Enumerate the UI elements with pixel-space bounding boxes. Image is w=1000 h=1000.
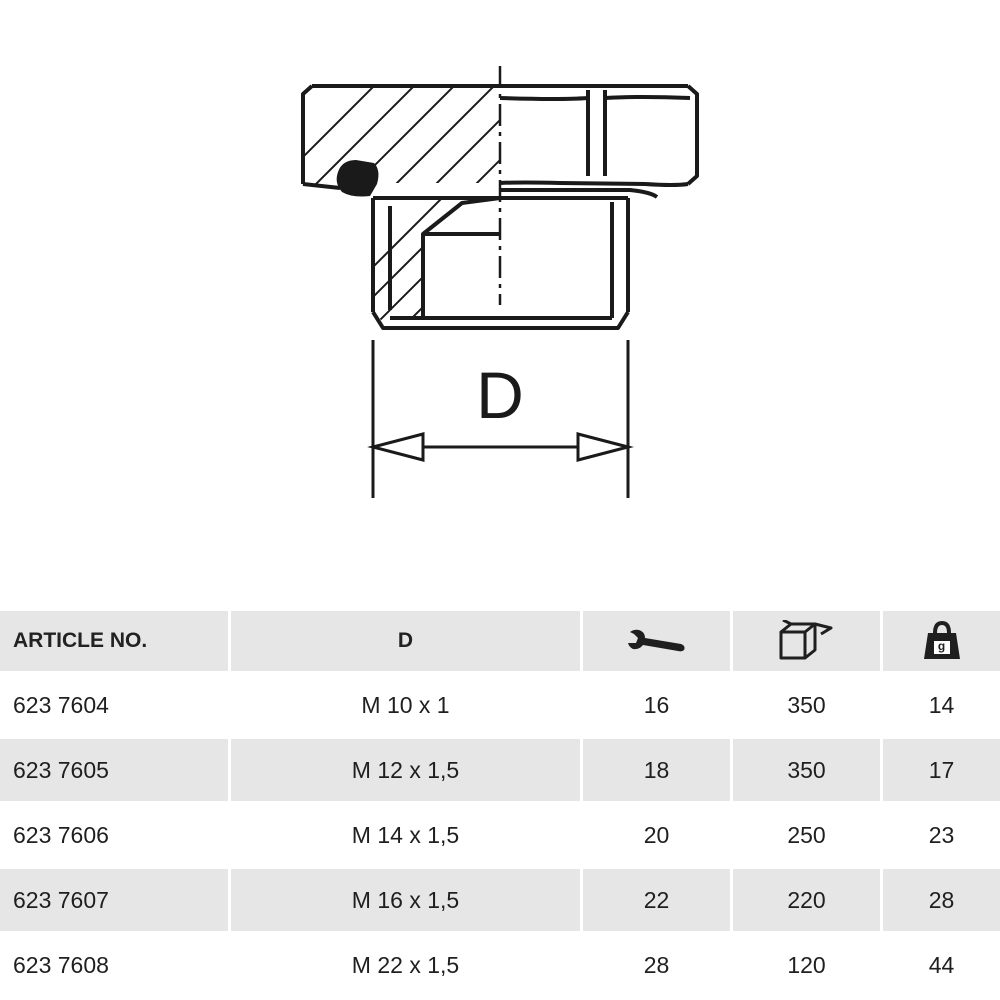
table-row xyxy=(0,931,1000,996)
header-weight xyxy=(880,611,1000,671)
cell-weight: 28 xyxy=(880,866,1000,931)
cell-article-no: 623 7606 xyxy=(0,801,228,866)
cell-d: M 10 x 1 xyxy=(228,671,580,736)
spec-table xyxy=(0,611,1000,996)
cell-d: M 22 x 1,5 xyxy=(228,931,580,996)
cell-article-no: 623 7607 xyxy=(0,866,228,931)
dimension-label: D xyxy=(476,358,524,432)
cell-weight: 44 xyxy=(880,931,1000,996)
cell-wrench-size: 22 xyxy=(580,866,730,931)
weight-icon xyxy=(922,619,962,663)
cell-pack-qty: 120 xyxy=(730,931,880,996)
cell-d: M 12 x 1,5 xyxy=(228,736,580,801)
header-article-no: ARTICLE NO. xyxy=(0,611,228,671)
cell-weight: 17 xyxy=(880,736,1000,801)
cell-pack-qty: 350 xyxy=(730,736,880,801)
cell-pack-qty: 250 xyxy=(730,801,880,866)
header-box xyxy=(730,611,880,671)
cell-wrench-size: 28 xyxy=(580,931,730,996)
cell-article-no: 623 7605 xyxy=(0,736,228,801)
cell-weight: 14 xyxy=(880,671,1000,736)
header-wrench xyxy=(580,611,730,671)
table-header-row xyxy=(0,611,1000,671)
plug-section-hatching xyxy=(210,80,620,340)
header-d: D xyxy=(228,611,580,671)
cell-pack-qty: 220 xyxy=(730,866,880,931)
table-row xyxy=(0,736,1000,801)
cell-article-no: 623 7608 xyxy=(0,931,228,996)
cell-wrench-size: 18 xyxy=(580,736,730,801)
cell-d: M 14 x 1,5 xyxy=(228,801,580,866)
weight-icon-label: g xyxy=(937,639,946,653)
cell-article-no: 623 7604 xyxy=(0,671,228,736)
cell-wrench-size: 20 xyxy=(580,801,730,866)
cell-weight: 23 xyxy=(880,801,1000,866)
table-row xyxy=(0,866,1000,931)
table-row xyxy=(0,801,1000,866)
cell-pack-qty: 350 xyxy=(730,671,880,736)
wrench-icon xyxy=(626,626,688,656)
cell-wrench-size: 16 xyxy=(580,671,730,736)
table-row xyxy=(0,671,1000,736)
box-icon xyxy=(777,620,837,662)
cell-d: M 16 x 1,5 xyxy=(228,866,580,931)
o-ring xyxy=(337,160,379,197)
